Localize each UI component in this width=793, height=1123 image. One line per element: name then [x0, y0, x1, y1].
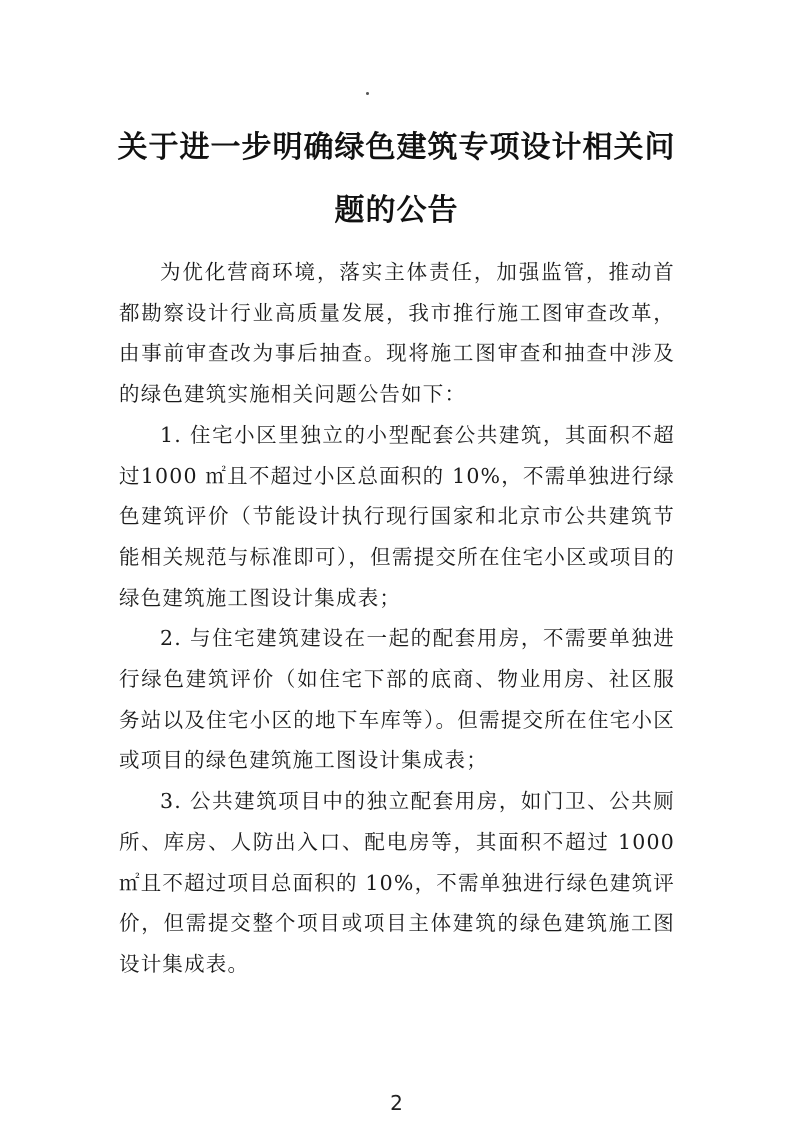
item-2-paragraph: 2. 与住宅建筑建设在一起的配套用房，不需要单独进行绿色建筑评价（如住宅下部的底商、物业用房、社区服务站以及住宅小区的地下车库等）。但需提交所在住宅小区或项目的绿色建筑施工图设计集成表；: [119, 626, 675, 773]
item-1-paragraph: 1. 住宅小区里独立的小型配套公共建筑，其面积不超过1000 ㎡且不超过小区总面积的 10%，不需单独进行绿色建筑评价（节能设计执行现行国家和北京市公共建筑节能相关规范与标准即可），但需提交所在住宅小区或项目的绿色建筑施工图设计集成表；: [119, 422, 675, 610]
document-title-line-2: 题的公告: [334, 193, 459, 228]
scan-speck: [366, 92, 369, 95]
item-3-paragraph: 3. 公共建筑项目中的独立配套用房，如门卫、公共厕所、库房、人防出入口、配电房等，其面积不超过 1000 ㎡且不超过项目总面积的 10%，不需单独进行绿色建筑评价，但需提交整个项目或项目主体建筑的绿色建筑施工图设计集成表。: [119, 789, 675, 976]
page-number: 2: [390, 1091, 403, 1115]
intro-paragraph: 为优化营商环境，落实主体责任，加强监管，推动首都勘察设计行业高质量发展，我市推行施工图审查改革，由事前审查改为事后抽查。现将施工图审查和抽查中涉及的绿色建筑实施相关问题公告如下：: [119, 260, 675, 407]
document-body: [119, 252, 675, 985]
document-title-line-1: 关于进一步明确绿色建筑专项设计相关问: [117, 130, 676, 165]
